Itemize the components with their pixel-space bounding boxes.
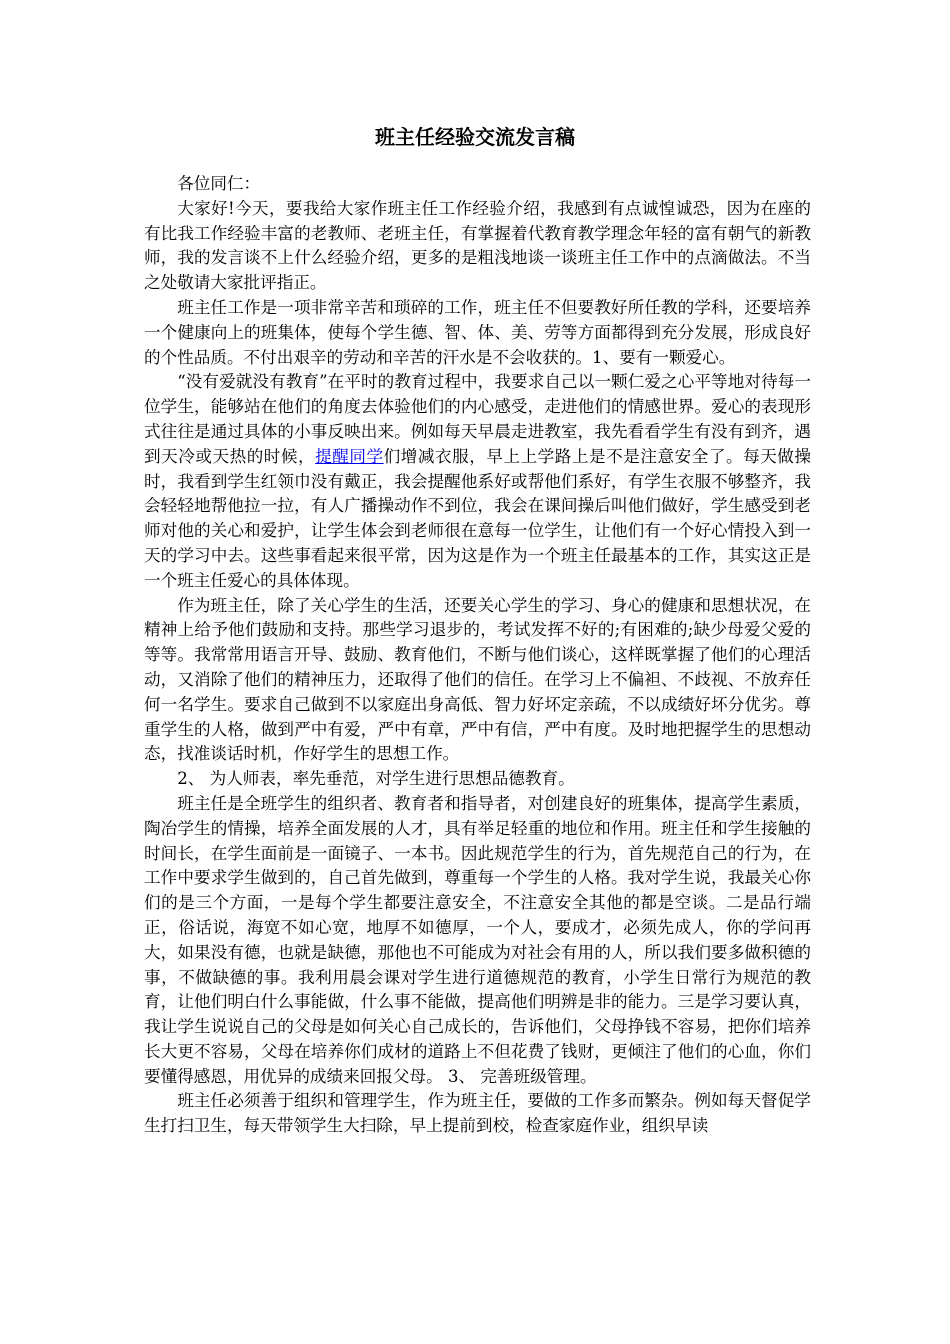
- paragraph-love-part1: “没有爱就没有教育”在平时的教育过程中，我要求自己以一颗仁爱之心平等地对待每一位学生，能够站在他们的角度去体验他们的内心感受，走进他们的情感世界。爱心的表现形式往往是通过具体的小事反映出来。例如每天早晨走进教室，我先看看学生有没有到齐，遇到天冷或天热的时候，: [144, 372, 811, 466]
- paragraph-care: 作为班主任，除了关心学生的生活，还要关心学生的学习、身心的健康和思想状况，在精神上给予他们鼓励和支持。那些学习退步的，考试发挥不好的;有困难的;缺少母爱父爱的等等。我常常用语言开导、鼓励、教育他们，不断与他们谈心，这样既掌握了他们的心理活动，又消除了他们的精神压力，还取得了他们的信任。在学习上不偏袒、不歧视、不放弃任何一名学生。要求自己做到不以家庭出身高低、智力好坏定亲疏，不以成绩好坏分优劣。尊重学生的人格，做到严中有爱，严中有章，严中有信，严中有度。及时地把握学生的思想动态，找准谈话时机，作好学生的思想工作。: [144, 595, 811, 764]
- section-heading-role-model: 2、 为人师表，率先垂范，对学生进行思想品德教育。: [177, 769, 575, 789]
- remind-students-link[interactable]: 提醒同学: [315, 446, 384, 466]
- document-body: [144, 172, 811, 1139]
- paragraph-class-management: 班主任必须善于组织和管理学生，作为班主任，要做的工作多而繁杂。例如每天督促学生打扫卫生，每天带领学生大扫除，早上提前到校，检查家庭作业，组织早读: [144, 1091, 811, 1136]
- salutation: 各位同仁：: [177, 174, 261, 193]
- paragraph-work-overview: 班主任工作是一项非常辛苦和琐碎的工作，班主任不但要教好所任教的学科，还要培养一个健康向上的班集体，使每个学生德、智、体、美、劳等方面都得到充分发展，形成良好的个性品质。不付出艰辛的劳动和辛苦的汗水是不会收获的。1、要有一颗爱心。: [144, 297, 811, 367]
- paragraph-love-part2: 们增减衣服，早上上学路上是不是注意安全了。每天做操时，我看到学生红领巾没有戴正，我会提醒他系好或帮他们系好，有学生衣服不够整齐，我会轻轻地帮他拉一拉，有人广播操动作不到位，我会在课间操后叫他们做好，学生感受到老师对他的关心和爱护，让学生体会到老师很在意每一位学生，让他们有一个好心情投入到一天的学习中去。这些事看起来很平常，因为这是作为一个班主任最基本的工作，其实这正是一个班主任爱心的具体体现。: [144, 446, 812, 590]
- document-title: 班主任经验交流发言稿: [375, 125, 575, 149]
- paragraph-love: [144, 370, 811, 593]
- paragraph-greeting: 大家好!今天，要我给大家作班主任工作经验介绍，我感到有点诚惶诚恐，因为在座的有比我工作经验丰富的老教师、老班主任，有掌握着代教育教学理念年轻的富有朝气的新教师，我的发言谈不上什么经验介绍，更多的是粗浅地谈一谈班主任工作中的点滴做法。不当之处敬请大家批评指正。: [144, 198, 811, 293]
- paragraph-moral-education: 班主任是全班学生的组织者、教育者和指导者，对创建良好的班集体，提高学生素质，陶冶学生的情操，培养全面发展的人才，具有举足轻重的地位和作用。班主任和学生接触的时间长，在学生面前是一面镜子、一本书。因此规范学生的行为，首先规范自己的行为，在工作中要求学生做到的，自己首先做到，尊重每一个学生的人格。我对学生说，我最关心你们的是三个方面，一是每个学生都要注意安全，不注意安全其他的都是空谈。二是品行端正，俗话说，海宽不如心宽，地厚不如德厚，一个人，要成才，必须先成人，你的学问再大，如果没有德，也就是缺德，那他也不可能成为对社会有用的人，所以我们要多做积德的事，不做缺德的事。我利用晨会课对学生进行道德规范的教育，小学生日常行为规范的教育，让他们明白什么事能做，什么事不能做，提高他们明辨是非的能力。三是学习要认真，我让学生说说自己的父母是如何关心自己成长的，告诉他们，父母挣钱不容易，把你们培养长大更不容易，父母在培养你们成材的道路上不但花费了钱财，更倾注了他们的心血，你们要懂得感恩，用优异的成绩来回报父母。 3、 完善班级管理。: [144, 793, 811, 1086]
